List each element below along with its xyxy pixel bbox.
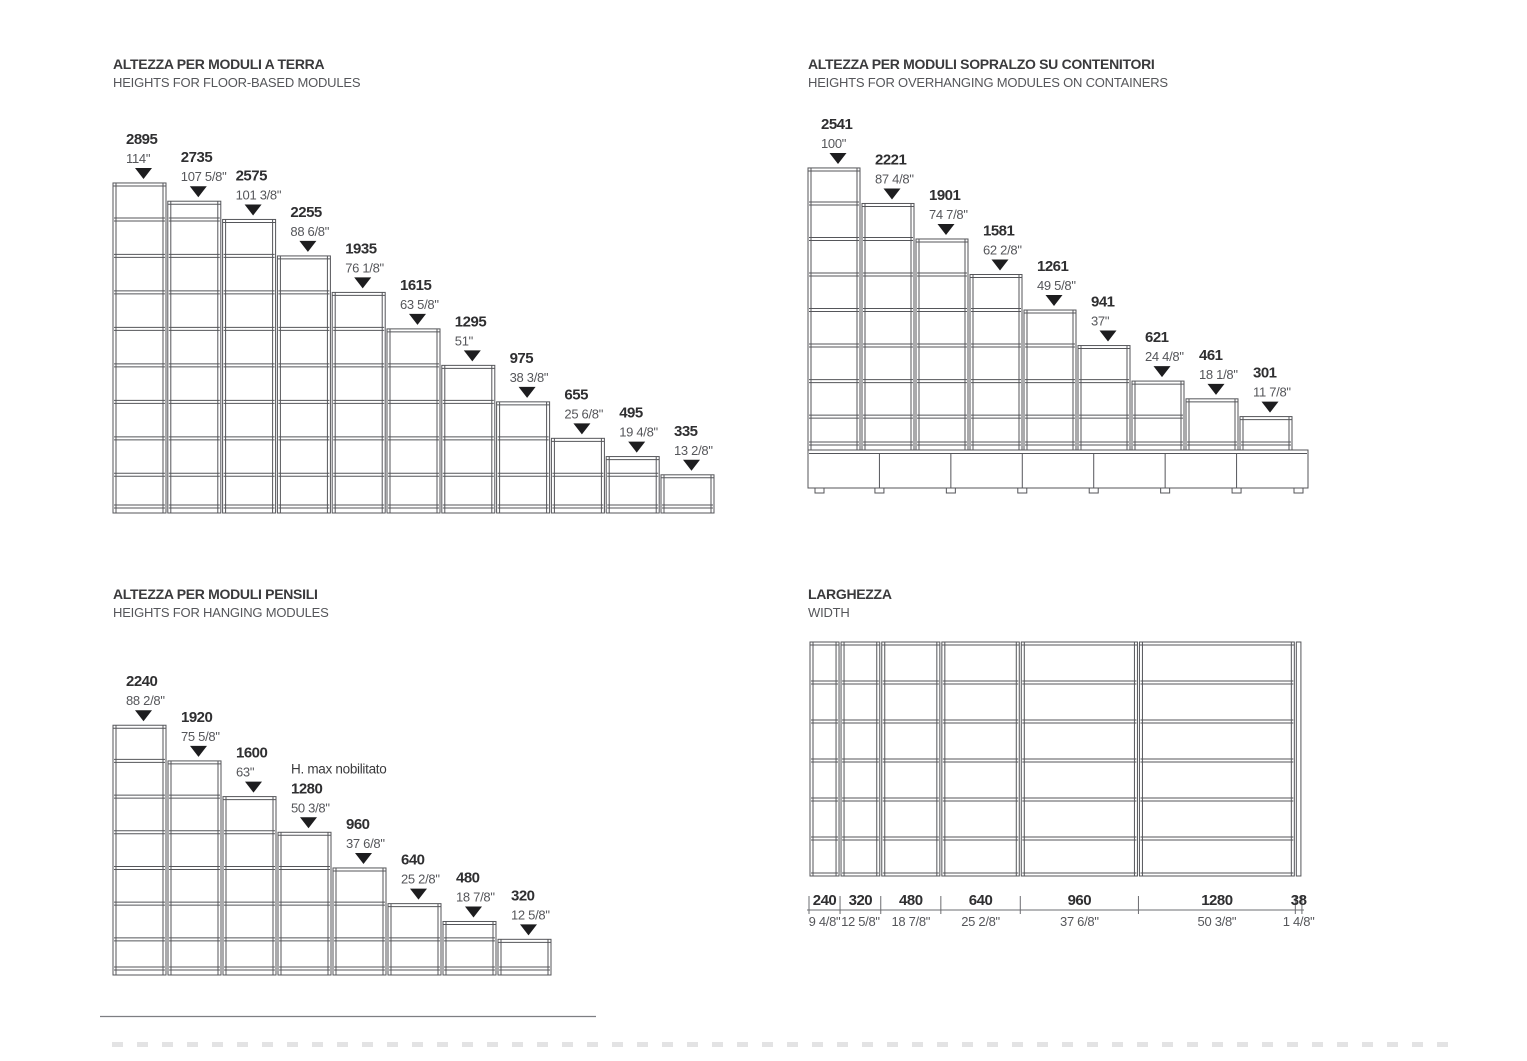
label-text: 87 4/8" <box>875 171 914 187</box>
label-text: 480 <box>899 892 923 909</box>
height-marker-triangle-icon <box>1154 366 1171 377</box>
module-column <box>113 725 166 975</box>
width-column <box>1139 642 1294 876</box>
width-column <box>1021 642 1137 876</box>
label-text: 101 3/8" <box>235 187 282 203</box>
label-text: 50 3/8" <box>291 800 330 816</box>
label-text: 1615 <box>400 276 432 294</box>
label-text: 38 <box>1290 892 1307 909</box>
height-marker-triangle-icon <box>830 153 847 164</box>
label-text: 1935 <box>345 240 377 258</box>
label-text: 320 <box>511 887 535 905</box>
base-foot <box>946 488 955 493</box>
label-text: 50 3/8" <box>1197 914 1237 929</box>
label-text: 100" <box>821 135 847 151</box>
label-text: 461 <box>1199 346 1223 364</box>
height-label <box>126 131 158 179</box>
height-label <box>1091 294 1117 342</box>
height-label <box>236 167 282 215</box>
label-text: 2221 <box>875 151 907 169</box>
height-marker-triangle-icon <box>465 906 482 917</box>
height-label <box>455 313 487 361</box>
label-text: 37 6/8" <box>1060 914 1099 929</box>
base-foot <box>1294 488 1303 493</box>
height-label <box>181 149 227 197</box>
height-label <box>181 709 220 757</box>
label-text: 655 <box>564 386 588 404</box>
label-text: 1280 <box>291 780 323 798</box>
module-outline <box>551 438 604 513</box>
module-outline <box>497 402 550 513</box>
overhang-modules-diagram <box>808 116 1308 493</box>
module-column <box>388 904 441 975</box>
width-column <box>810 642 839 876</box>
panel-title-english: HEIGHTS FOR OVERHANGING MODULES ON CONTAINERS <box>808 75 1168 90</box>
height-marker-triangle-icon <box>409 314 426 325</box>
width-column <box>882 642 940 876</box>
height-label <box>929 187 968 235</box>
module-column <box>387 329 440 513</box>
label-text: 975 <box>509 349 534 367</box>
height-marker-triangle-icon <box>884 188 901 199</box>
label-text: 2575 <box>235 167 267 185</box>
label-text: 75 5/8" <box>181 728 220 744</box>
height-label <box>1037 258 1076 306</box>
panel-title-italian: ALTEZZA PER MODULI PENSILI <box>113 586 318 602</box>
height-marker-triangle-icon <box>683 460 700 471</box>
module-outline <box>442 365 495 513</box>
label-text: 960 <box>1067 892 1092 909</box>
label-text: 12 5/8" <box>511 907 550 923</box>
base-foot <box>1089 488 1098 493</box>
module-column <box>278 832 331 975</box>
module-column <box>277 256 330 513</box>
cutoff-text-artifact <box>112 1042 1460 1047</box>
label-text: 74 7/8" <box>929 206 968 222</box>
label-text: 51" <box>454 333 473 349</box>
label-text: 63 5/8" <box>400 296 439 312</box>
height-marker-triangle-icon <box>628 442 645 453</box>
hanging-modules-diagram <box>100 673 596 1016</box>
container-base <box>808 450 1308 493</box>
label-text: 18 7/8" <box>891 914 931 929</box>
module-column <box>223 797 276 975</box>
label-text: 1 4/8" <box>1282 914 1315 929</box>
height-marker-triangle-icon <box>992 260 1009 271</box>
label-text: 1901 <box>929 186 961 204</box>
height-marker-triangle-icon <box>1262 402 1279 413</box>
label-text: 25 2/8" <box>961 914 1000 929</box>
height-label <box>401 852 440 900</box>
height-label <box>236 745 268 793</box>
label-text: 335 <box>674 422 698 440</box>
module-column <box>168 761 221 975</box>
module-column <box>443 921 496 975</box>
width-dimension-line <box>807 892 1315 929</box>
label-text: 2895 <box>126 130 158 148</box>
module-outline <box>223 219 276 513</box>
height-label <box>456 869 495 917</box>
height-marker-triangle-icon <box>1046 295 1063 306</box>
base-foot <box>875 488 884 493</box>
height-label <box>564 386 603 434</box>
panel-title-english: HEIGHTS FOR HANGING MODULES <box>113 605 329 620</box>
height-label <box>821 116 853 164</box>
label-text: 1600 <box>236 744 268 762</box>
module-column <box>168 201 221 513</box>
label-text: 640 <box>968 892 993 909</box>
module-outline <box>278 832 331 975</box>
label-text: 1261 <box>1037 258 1069 276</box>
label-text: 1920 <box>181 708 213 726</box>
height-label <box>1199 347 1238 395</box>
module-column <box>333 868 386 975</box>
floor-modules-diagram <box>113 131 714 513</box>
height-marker-triangle-icon <box>573 423 590 434</box>
width-diagram <box>807 642 1315 929</box>
height-marker-triangle-icon <box>355 853 372 864</box>
base-foot <box>815 488 824 493</box>
panel-title-italian: ALTEZZA PER MODULI A TERRA <box>113 56 325 72</box>
height-marker-triangle-icon <box>245 782 262 793</box>
height-marker-triangle-icon <box>354 277 371 288</box>
label-text: 1280 <box>1201 892 1233 909</box>
module-column <box>1132 381 1184 450</box>
label-text: 12 5/8" <box>841 914 880 929</box>
label-text: 18 7/8" <box>456 889 495 905</box>
height-marker-triangle-icon <box>190 746 207 757</box>
module-outline <box>223 797 276 975</box>
label-text: 2735 <box>180 149 213 167</box>
label-text: 941 <box>1091 293 1115 311</box>
panel-title-italian: ALTEZZA PER MODULI SOPRALZO SU CONTENITORI <box>808 56 1155 72</box>
height-label <box>291 761 386 828</box>
height-marker-triangle-icon <box>299 241 316 252</box>
module-outline <box>387 329 440 513</box>
label-text: 18 1/8" <box>1199 366 1238 382</box>
height-label <box>1145 329 1184 377</box>
height-marker-triangle-icon <box>245 204 262 215</box>
module-column <box>498 939 551 975</box>
base-foot <box>1161 488 1170 493</box>
label-text: 9 4/8" <box>808 914 841 929</box>
height-marker-triangle-icon <box>135 710 152 721</box>
height-label <box>875 151 914 199</box>
label-text: 320 <box>848 892 873 909</box>
module-column <box>1240 417 1292 450</box>
module-column <box>223 219 276 513</box>
panel-title-english: HEIGHTS FOR FLOOR-BASED MODULES <box>113 75 361 90</box>
height-label <box>983 223 1022 271</box>
module-outline <box>113 183 166 513</box>
label-text: 19 4/8" <box>619 424 658 440</box>
module-outline <box>333 868 386 975</box>
label-text: 24 4/8" <box>1145 349 1184 365</box>
height-marker-triangle-icon <box>519 387 536 398</box>
module-column <box>551 438 604 513</box>
module-outline <box>168 201 221 513</box>
label-text: 2255 <box>290 203 322 221</box>
label-text: 301 <box>1253 364 1277 382</box>
height-marker-triangle-icon <box>520 924 537 935</box>
height-marker-triangle-icon <box>300 817 317 828</box>
height-label <box>400 277 439 325</box>
label-text: 960 <box>346 815 370 833</box>
height-label <box>619 405 658 453</box>
width-column <box>1296 642 1301 876</box>
width-column <box>942 642 1019 876</box>
label-text: 621 <box>1145 329 1169 347</box>
module-outline <box>277 256 330 513</box>
module-column <box>442 365 495 513</box>
width-column <box>841 642 880 876</box>
label-text: 49 5/8" <box>1037 278 1076 294</box>
label-text: 37" <box>1091 313 1110 329</box>
height-label <box>345 240 384 288</box>
height-marker-triangle-icon <box>135 168 152 179</box>
label-text: 88 2/8" <box>126 693 165 709</box>
height-marker-triangle-icon <box>1208 384 1225 395</box>
height-label <box>290 204 329 252</box>
label-text: 114" <box>126 150 151 166</box>
label-text: 495 <box>619 404 643 422</box>
height-label <box>510 350 549 398</box>
label-text: 480 <box>456 869 480 887</box>
panel-title-italian: LARGHEZZA <box>808 586 892 602</box>
module-outline <box>661 475 714 513</box>
height-label <box>511 887 550 935</box>
height-marker-triangle-icon <box>1100 331 1117 342</box>
label-text: 1581 <box>983 222 1015 240</box>
label-text: 25 2/8" <box>401 871 440 887</box>
label-text: 76 1/8" <box>345 260 384 276</box>
base-foot <box>1018 488 1027 493</box>
label-text: 640 <box>401 851 425 869</box>
module-column <box>661 475 714 513</box>
height-label <box>1253 365 1291 413</box>
module-column <box>606 457 659 513</box>
height-label <box>126 673 165 721</box>
module-column <box>497 402 550 513</box>
height-label <box>346 816 385 864</box>
base-foot <box>1232 488 1241 493</box>
height-marker-triangle-icon <box>464 350 481 361</box>
label-text: 63" <box>236 764 255 780</box>
label-text: H. max nobilitato <box>291 761 387 777</box>
label-text: 62 2/8" <box>983 242 1022 258</box>
module-column <box>916 239 968 450</box>
label-text: 13 2/8" <box>674 442 713 458</box>
module-outline <box>388 904 441 975</box>
panel-title-english: WIDTH <box>808 605 850 620</box>
module-outline <box>1078 346 1130 450</box>
label-text: 2541 <box>821 115 853 133</box>
module-column <box>1186 399 1238 450</box>
height-label <box>674 423 713 471</box>
label-text: 37 6/8" <box>346 835 385 851</box>
module-column <box>332 292 385 513</box>
height-marker-triangle-icon <box>410 889 427 900</box>
label-text: 1295 <box>454 313 487 331</box>
label-text: 88 6/8" <box>290 223 330 239</box>
height-marker-triangle-icon <box>190 186 207 197</box>
label-text: 25 6/8" <box>564 406 604 422</box>
module-column <box>862 203 914 450</box>
module-column <box>113 183 166 513</box>
height-marker-triangle-icon <box>938 224 955 235</box>
module-column <box>1078 346 1130 450</box>
module-outline <box>332 292 385 513</box>
module-outline <box>168 761 221 975</box>
module-outline <box>970 275 1022 450</box>
module-column <box>808 168 860 450</box>
label-text: 107 5/8" <box>180 169 227 185</box>
label-text: 2240 <box>126 673 158 691</box>
label-text: 240 <box>812 892 837 909</box>
label-text: 38 3/8" <box>509 369 549 385</box>
module-column <box>1024 310 1076 450</box>
label-text: 11 7/8" <box>1253 384 1291 400</box>
module-column <box>970 275 1022 450</box>
